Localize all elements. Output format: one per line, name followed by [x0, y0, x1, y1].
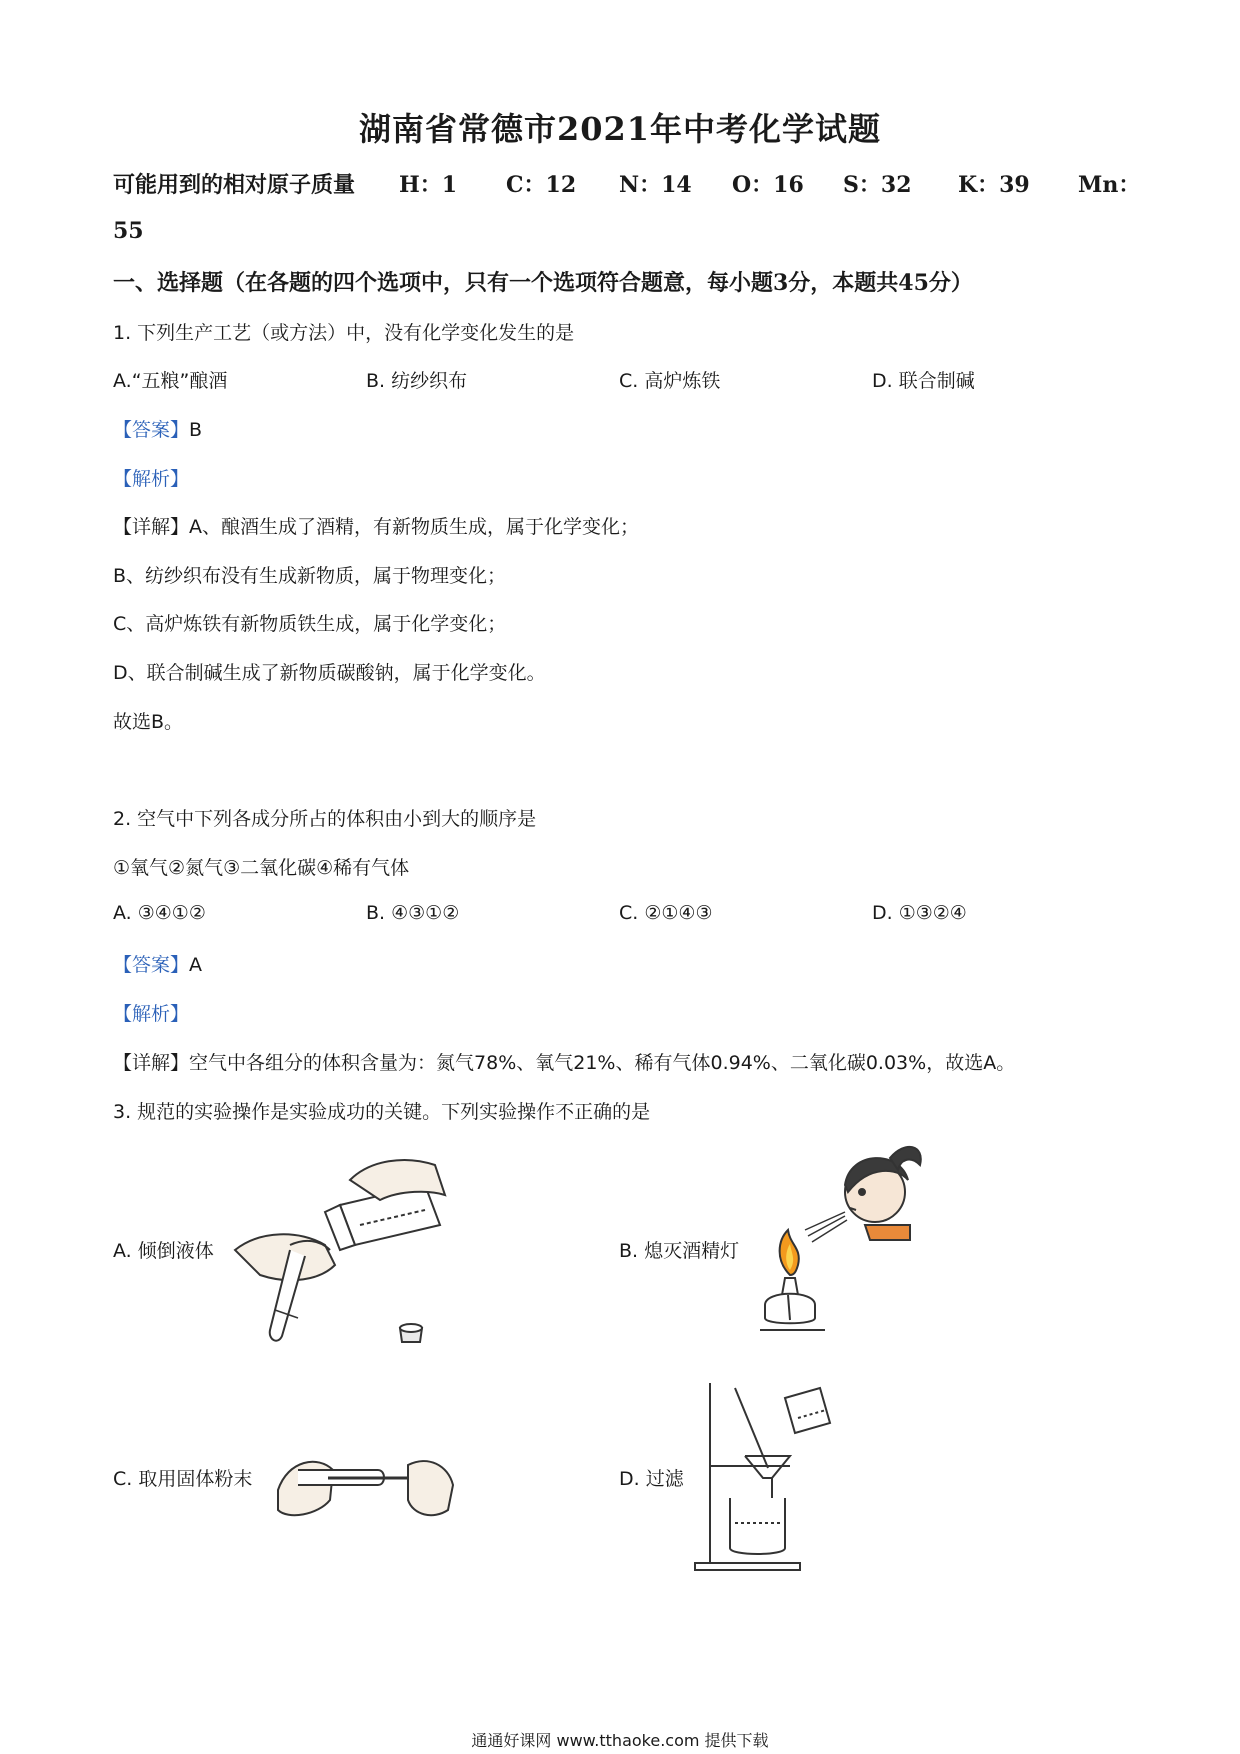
q1-option-a: A.“五粮”酿酒 — [113, 370, 228, 392]
q3-stem: 3. 规范的实验操作是实验成功的关键。下列实验操作不正确的是 — [113, 1101, 651, 1123]
q2-option-d: D. ①③②④ — [872, 902, 967, 924]
q1-option-b: B. 纺纱织布 — [366, 370, 468, 392]
q1-detail-tag: 【详解】 — [113, 516, 190, 538]
q2-detail-text: 空气中各组分的体积含量为：氮气78%、氧气21%、稀有气体0.94%、二氧化碳0.03%，故选A。 — [189, 1052, 1016, 1074]
q2-option-c: C. ②①④③ — [619, 902, 713, 924]
q2-option-b: B. ④③①② — [366, 902, 460, 924]
q1-stem: 1. 下列生产工艺（或方法）中，没有化学变化发生的是 — [113, 322, 575, 344]
q1-detail-line-4: D、联合制碱生成了新物质碳酸钠，属于化学变化。 — [113, 662, 546, 684]
atomic-mass-o: O：16 — [732, 172, 804, 198]
filtration-figure — [690, 1378, 840, 1578]
atomic-mass-label: 可能用到的相对原子质量 — [113, 172, 356, 198]
q2-answer-tag: 【答案】 — [113, 954, 190, 976]
atomic-mass-s: S：32 — [843, 172, 912, 198]
q2-stem: 2. 空气中下列各成分所占的体积由小到大的顺序是 — [113, 808, 537, 830]
footer-text: 通通好课网 www.tthaoke.com 提供下载 — [471, 1731, 769, 1750]
q1-answer-tag: 【答案】 — [113, 419, 190, 441]
q3-option-a: A. 倾倒液体 — [113, 1240, 214, 1262]
q1-option-d: D. 联合制碱 — [872, 370, 975, 392]
q2-answer — [113, 950, 202, 977]
pouring-liquid-figure — [230, 1150, 460, 1350]
q2-list: ①氧气②氮气③二氧化碳④稀有气体 — [113, 857, 410, 879]
q3-option-d: D. 过滤 — [619, 1468, 684, 1490]
atomic-mass-k: K：39 — [958, 172, 1030, 198]
section-heading: 一、选择题（在各题的四个选项中，只有一个选项符合题意，每小题3分，本题共45分） — [113, 270, 973, 296]
q2-detail-tag: 【详解】 — [113, 1052, 190, 1074]
page-title: 湖南省常德市2021年中考化学试题 — [358, 110, 882, 148]
q1-detail-text-1: A、酿酒生成了酒精，有新物质生成，属于化学变化； — [189, 516, 640, 538]
q1-answer-value: B — [189, 419, 203, 441]
atomic-mass-h: H：1 — [399, 172, 458, 198]
q3-option-b: B. 熄灭酒精灯 — [619, 1240, 740, 1262]
q1-detail-line-3: C、高炉炼铁有新物质铁生成，属于化学变化； — [113, 613, 507, 635]
solid-powder-figure — [268, 1430, 458, 1525]
q2-answer-value: A — [189, 954, 203, 976]
q1-detail-line-1 — [113, 512, 639, 539]
q1-option-c: C. 高炉炼铁 — [619, 370, 721, 392]
q3-option-c: C. 取用固体粉末 — [113, 1468, 253, 1490]
q2-option-a: A. ③④①② — [113, 902, 206, 924]
q1-analysis-tag: 【解析】 — [113, 468, 190, 490]
atomic-mass-wrap: 55 — [113, 218, 144, 244]
atomic-mass-mn: Mn： — [1078, 172, 1141, 198]
atomic-mass-c: C：12 — [506, 172, 577, 198]
q1-answer — [113, 415, 202, 442]
q1-detail-line-5: 故选B。 — [113, 711, 184, 733]
q2-detail — [113, 1048, 1015, 1075]
extinguish-lamp-figure — [760, 1130, 940, 1340]
q1-detail-line-2: B、纺纱织布没有生成新物质，属于物理变化； — [113, 565, 507, 587]
q2-analysis-tag: 【解析】 — [113, 1003, 190, 1025]
atomic-mass-n: N：14 — [619, 172, 692, 198]
